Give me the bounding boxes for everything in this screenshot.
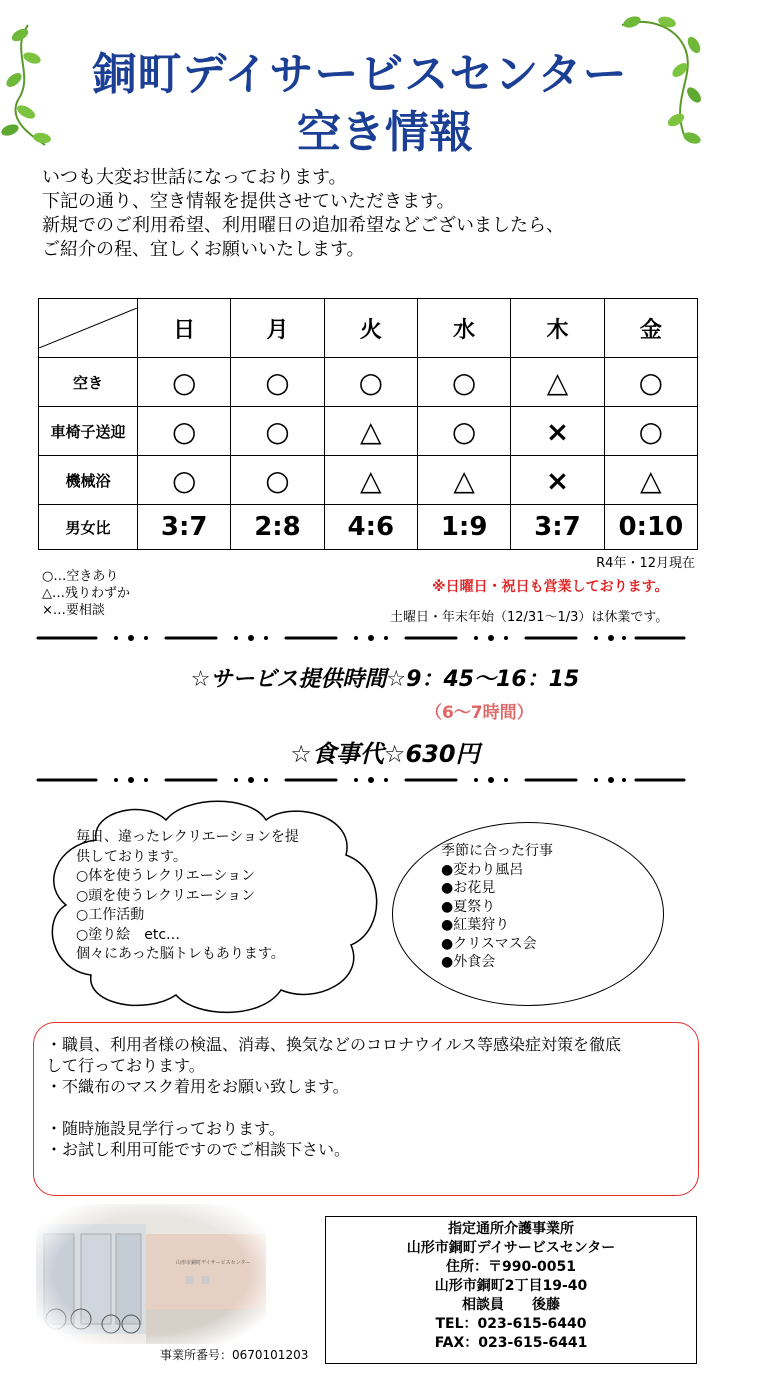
service-hours-duration: （6～7時間） — [425, 703, 534, 723]
availability-table — [38, 298, 698, 550]
as-of-date: R4年・12月現在 — [596, 556, 695, 571]
legend-item: ×…要相談 — [42, 603, 105, 618]
info-fax: FAX：023-615-6441 — [434, 1335, 588, 1351]
row-label: 男女比 — [39, 505, 138, 550]
table-cell: ○ — [417, 407, 510, 456]
table-row-vacancy — [39, 358, 698, 407]
table-row-wheelchair — [39, 407, 698, 456]
table-cell: △ — [324, 456, 417, 505]
row-label: 空き — [39, 358, 138, 407]
table-cell: △ — [324, 407, 417, 456]
events-line: ●外食会 — [441, 954, 496, 970]
table-cell: ○ — [138, 456, 231, 505]
row-label: 機械浴 — [39, 456, 138, 505]
info-line: 住所：〒990-0051 — [446, 1259, 576, 1275]
contact-info-text — [325, 1220, 697, 1353]
intro-text — [42, 166, 564, 262]
recreation-line: ○体を使うレクリエーション — [76, 868, 256, 884]
table-cell: ○ — [138, 407, 231, 456]
events-line: ●クリスマス会 — [441, 935, 537, 952]
events-line: ●お花見 — [441, 880, 496, 896]
table-cell: 4:6 — [324, 505, 417, 550]
events-line: 季節に合った行事 — [441, 843, 553, 859]
table-cell: ○ — [417, 358, 510, 407]
day-header-wed: 水 — [417, 299, 510, 358]
info-phone: TEL：023-615-6440 — [435, 1316, 587, 1332]
day-header-mon: 月 — [231, 299, 324, 358]
table-cell: 1:9 — [417, 505, 510, 550]
table-cell: ○ — [324, 358, 417, 407]
recreation-text — [76, 828, 299, 965]
day-header-thu: 木 — [511, 299, 604, 358]
notice-line: ・随時施設見学行っております。 — [46, 1119, 285, 1138]
day-header-fri: 金 — [604, 299, 697, 358]
table-row-gender-ratio — [39, 505, 698, 550]
table-corner-cell — [39, 299, 138, 358]
day-header-sun: 日 — [138, 299, 231, 358]
legend-item: ○…空きあり — [42, 569, 119, 584]
closed-days-note: 土曜日・年末年始（12/31～1/3）は休業です。 — [390, 610, 669, 625]
intro-line: 下記の通り、空き情報を提供させていただきます。 — [42, 191, 455, 212]
info-line: 山形市銅町2丁目19-40 — [434, 1278, 588, 1294]
table-cell: × — [511, 407, 604, 456]
events-line: ●変わり風呂 — [441, 861, 524, 878]
legend — [42, 568, 130, 619]
facility-photo — [36, 1204, 266, 1344]
recreation-line: ○頭を使うレクリエーション — [76, 887, 256, 904]
notice-line — [46, 1097, 686, 1118]
page-title: 銅町デイサービスセンター — [92, 49, 628, 100]
notice-line: して行っております。 — [46, 1056, 205, 1075]
row-label: 車椅子送迎 — [39, 407, 138, 456]
recreation-line: 供しております。 — [76, 848, 187, 865]
recreation-line: ○塗り絵 etc… — [76, 926, 181, 943]
info-line: 山形市銅町デイサービスセンター — [406, 1240, 616, 1256]
recreation-line: 個々にあった脳トレもあります。 — [76, 946, 285, 962]
events-line: ●夏祭り — [441, 898, 496, 915]
table-row-machine-bath — [39, 456, 698, 505]
table-cell: ○ — [231, 358, 324, 407]
notice-line: ・不織布のマスク着用をお願い致します。 — [46, 1077, 349, 1096]
legend-item: △…残りわずか — [42, 586, 130, 601]
service-hours: ☆サービス提供時間☆9：45～16：15 — [190, 667, 580, 692]
notice-line: ・お試し利用可能ですのでご相談下さい。 — [46, 1140, 351, 1159]
table-cell: ○ — [604, 407, 697, 456]
info-line: 指定通所介護事業所 — [448, 1221, 574, 1237]
table-cell: 2:8 — [231, 505, 324, 550]
intro-line: 新規でのご利用希望、利用曜日の追加希望などございましたら、 — [42, 215, 564, 236]
table-cell: △ — [417, 456, 510, 505]
page-subtitle: 空き情報 — [297, 107, 473, 158]
table-cell: × — [511, 456, 604, 505]
table-cell: ○ — [138, 358, 231, 407]
notice-text — [46, 1034, 686, 1160]
open-holidays-note: ※日曜日・祝日も営業しております。 — [432, 579, 669, 595]
table-cell: 3:7 — [138, 505, 231, 550]
divider-bottom — [36, 776, 686, 784]
intro-line: いつも大変お世話になっております。 — [42, 167, 347, 188]
day-header-tue: 火 — [324, 299, 417, 358]
info-line: 相談員 後藤 — [462, 1297, 560, 1313]
divider-top — [36, 634, 686, 642]
events-line: ●紅葉狩り — [441, 917, 510, 933]
office-number: 事業所番号：0670101203 — [160, 1348, 309, 1362]
table-cell: ○ — [231, 456, 324, 505]
intro-line: ご紹介の程、宜しくお願いいたします。 — [42, 239, 365, 260]
table-cell: △ — [511, 358, 604, 407]
table-header-row — [39, 299, 698, 358]
recreation-line: ○工作活動 — [76, 907, 145, 923]
table-cell: 0:10 — [604, 505, 697, 550]
recreation-line: 毎日、違ったレクリエーションを提 — [76, 829, 299, 845]
meal-cost: ☆食事代☆630円 — [290, 740, 480, 768]
notice-line: ・職員、利用者様の検温、消毒、換気などのコロナウイルス等感染症対策を徹底 — [46, 1035, 622, 1054]
table-cell: ○ — [231, 407, 324, 456]
table-cell: △ — [604, 456, 697, 505]
table-cell: ○ — [604, 358, 697, 407]
events-text — [441, 842, 553, 972]
table-cell: 3:7 — [511, 505, 604, 550]
